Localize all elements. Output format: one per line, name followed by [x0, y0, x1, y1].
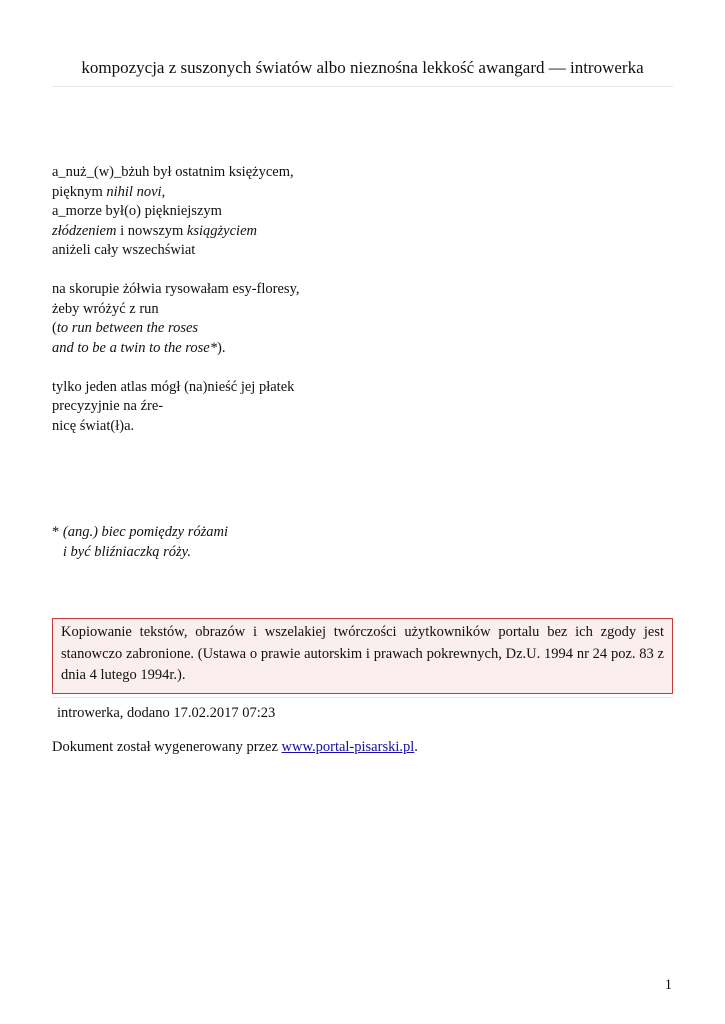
poem-line: aniżeli cały wszechświat: [52, 242, 196, 258]
footnote-italic-text: (ang.) biec pomiędzy różami: [62, 524, 228, 540]
poem-text: ).: [217, 339, 226, 356]
copyright-notice: Kopiowanie tekstów, obrazów i wszelakiej twórczości użytkowników portalu bez ich zgody jest stanowczo zabronione. (Ustawa o prawie autorskim i prawach pokrewnych, Dz.U. 1994 nr 24 poz. 83 z dnia 4 lutego 1994r.).: [52, 618, 673, 694]
poem-stanza-2: [52, 280, 652, 358]
poem-line: na skorupie żółwia rysowałam esy-floresy,: [52, 281, 300, 297]
poem-italic-text: złódzeniem: [52, 222, 117, 239]
poem-line: a_morze był(o) piękniejszym: [52, 203, 222, 219]
poem-italic-text: nihil novi: [106, 183, 162, 200]
poem-italic-text: and to be a twin to the rose*: [52, 339, 217, 356]
title-divider: [52, 86, 673, 87]
poem-line: precyzyjnie na źre-: [52, 398, 164, 414]
generated-prefix: Dokument został wygenerowany przez: [52, 739, 282, 755]
poem-italic-text: to run between the roses: [56, 320, 199, 336]
poem-line: a_nuż_(w)_bżuh był ostatnim księżycem,: [52, 164, 294, 180]
poem-line: [52, 319, 652, 339]
meta-divider: [52, 697, 673, 698]
document-title: kompozycja z suszonych światów albo nieznośna lekkość awangard — introwerka: [81, 58, 644, 77]
poem-text: ,: [161, 183, 166, 200]
footnote-marker: *: [52, 524, 63, 540]
poem-stanza-3: [52, 378, 652, 437]
poem-line: [52, 222, 652, 242]
footnote: [52, 522, 452, 562]
poem-line: [52, 183, 652, 203]
poem-italic-text: ksiągżyciem: [186, 222, 257, 239]
poem-text: (: [52, 320, 57, 336]
poem-line: nicę świat(ł)a.: [52, 417, 135, 434]
poem-line: tylko jeden atlas mógł (na)nieść jej płatek: [52, 378, 295, 395]
poem-stanza-1: [52, 163, 652, 261]
poem-text: i nowszym: [116, 222, 187, 239]
poem-line: [52, 339, 652, 359]
author-date-info: introwerka, dodano 17.02.2017 07:23: [57, 705, 276, 721]
generated-by-line: [52, 737, 418, 757]
footnote-line: [52, 522, 452, 542]
portal-link[interactable]: www.portal-pisarski.pl: [281, 739, 415, 755]
footnote-line: i być bliźniaczką róży.: [52, 544, 191, 560]
page-number: 1: [664, 977, 672, 993]
generated-suffix: .: [414, 739, 418, 755]
poem-line: żeby wróżyć z run: [52, 300, 159, 317]
poem: [52, 163, 652, 456]
poem-text: pięknym: [52, 183, 107, 200]
